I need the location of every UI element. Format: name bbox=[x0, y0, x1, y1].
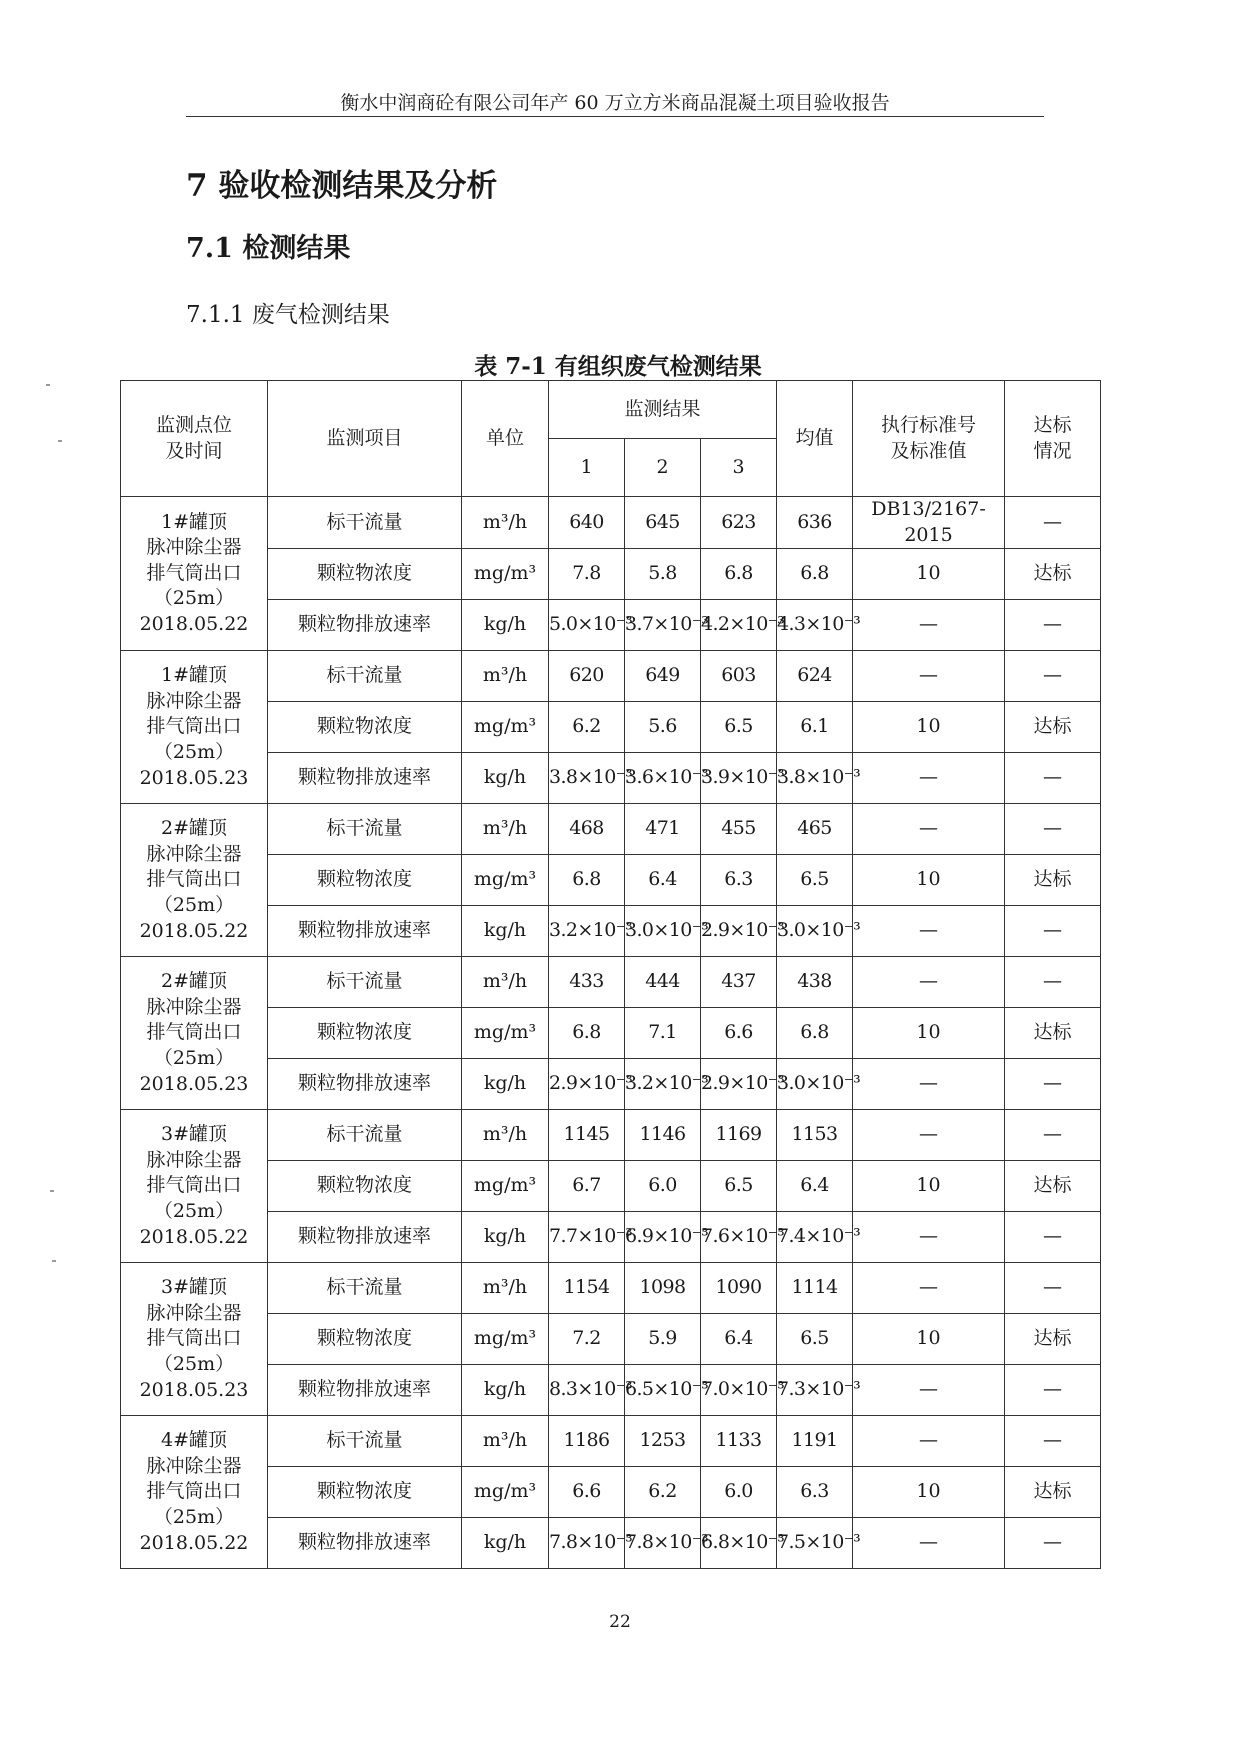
running-header: 衡水中润商砼有限公司年产 60 万立方米商品混凝土项目验收报告 bbox=[340, 92, 890, 114]
run-1-cell: 468 bbox=[549, 804, 625, 855]
header-divider bbox=[186, 116, 1044, 117]
item-cell: 颗粒物浓度 bbox=[268, 702, 462, 753]
run-3-cell: 3.9×10⁻³ bbox=[701, 753, 777, 804]
table-row bbox=[121, 549, 1101, 600]
run-2-cell: 7.8×10⁻³ bbox=[625, 1518, 701, 1569]
unit-cell: kg/h bbox=[462, 906, 549, 957]
table-row bbox=[121, 1416, 1101, 1467]
run-2-cell: 1253 bbox=[625, 1416, 701, 1467]
standard-cell: — bbox=[853, 1365, 1005, 1416]
unit-cell: kg/h bbox=[462, 1365, 549, 1416]
page-number: 22 bbox=[609, 1612, 631, 1632]
scan-speck bbox=[52, 1260, 56, 1262]
mean-cell: 3.0×10⁻³ bbox=[777, 1059, 853, 1110]
table-row bbox=[121, 651, 1101, 702]
standard-cell: 10 bbox=[853, 702, 1005, 753]
item-cell: 颗粒物排放速率 bbox=[268, 600, 462, 651]
run-3-cell: 6.6 bbox=[701, 1008, 777, 1059]
header-results: 监测结果 bbox=[549, 381, 777, 439]
run-2-cell: 3.2×10⁻³ bbox=[625, 1059, 701, 1110]
run-2-cell: 3.0×10⁻³ bbox=[625, 906, 701, 957]
run-1-cell: 3.8×10⁻³ bbox=[549, 753, 625, 804]
run-3-cell: 437 bbox=[701, 957, 777, 1008]
run-1-cell: 1186 bbox=[549, 1416, 625, 1467]
run-2-cell: 3.6×10⁻³ bbox=[625, 753, 701, 804]
run-3-cell: 6.8×10⁻³ bbox=[701, 1518, 777, 1569]
run-1-cell: 1154 bbox=[549, 1263, 625, 1314]
unit-cell: kg/h bbox=[462, 1059, 549, 1110]
compliance-cell: 达标 bbox=[1005, 1314, 1101, 1365]
location-cell: 3#罐顶 脉冲除尘器 排气筒出口 （25m） 2018.05.22 bbox=[121, 1110, 268, 1263]
run-2-cell: 645 bbox=[625, 497, 701, 549]
unit-cell: mg/m³ bbox=[462, 1008, 549, 1059]
header-standard: 执行标准号 及标准值 bbox=[853, 381, 1005, 497]
compliance-cell: — bbox=[1005, 1365, 1101, 1416]
run-1-cell: 8.3×10⁻³ bbox=[549, 1365, 625, 1416]
item-cell: 颗粒物浓度 bbox=[268, 549, 462, 600]
run-1-cell: 7.2 bbox=[549, 1314, 625, 1365]
compliance-cell: — bbox=[1005, 1059, 1101, 1110]
unit-cell: m³/h bbox=[462, 651, 549, 702]
standard-cell: — bbox=[853, 1518, 1005, 1569]
run-3-cell: 6.5 bbox=[701, 1161, 777, 1212]
table-row bbox=[121, 1518, 1101, 1569]
mean-cell: 624 bbox=[777, 651, 853, 702]
run-3-cell: 4.2×10⁻³ bbox=[701, 600, 777, 651]
mean-cell: 636 bbox=[777, 497, 853, 549]
table-row bbox=[121, 957, 1101, 1008]
run-2-cell: 1146 bbox=[625, 1110, 701, 1161]
run-1-cell: 6.6 bbox=[549, 1467, 625, 1518]
item-cell: 颗粒物排放速率 bbox=[268, 1518, 462, 1569]
standard-cell: 10 bbox=[853, 1314, 1005, 1365]
run-2-cell: 6.9×10⁻³ bbox=[625, 1212, 701, 1263]
run-2-cell: 5.9 bbox=[625, 1314, 701, 1365]
run-3-cell: 1169 bbox=[701, 1110, 777, 1161]
header-run-3: 3 bbox=[701, 439, 777, 497]
unit-cell: kg/h bbox=[462, 600, 549, 651]
mean-cell: 7.4×10⁻³ bbox=[777, 1212, 853, 1263]
run-3-cell: 455 bbox=[701, 804, 777, 855]
run-3-cell: 6.3 bbox=[701, 855, 777, 906]
compliance-cell: 达标 bbox=[1005, 549, 1101, 600]
compliance-cell: — bbox=[1005, 1212, 1101, 1263]
run-3-cell: 623 bbox=[701, 497, 777, 549]
run-3-cell: 1133 bbox=[701, 1416, 777, 1467]
unit-cell: m³/h bbox=[462, 497, 549, 549]
item-cell: 颗粒物浓度 bbox=[268, 1467, 462, 1518]
location-cell: 2#罐顶 脉冲除尘器 排气筒出口 （25m） 2018.05.23 bbox=[121, 957, 268, 1110]
run-3-cell: 2.9×10⁻³ bbox=[701, 906, 777, 957]
mean-cell: 465 bbox=[777, 804, 853, 855]
table-row bbox=[121, 1110, 1101, 1161]
standard-cell: 10 bbox=[853, 549, 1005, 600]
unit-cell: kg/h bbox=[462, 753, 549, 804]
table-caption: 表 7-1 有组织废气检测结果 bbox=[474, 353, 762, 380]
table-row bbox=[121, 906, 1101, 957]
table-row bbox=[121, 1263, 1101, 1314]
unit-cell: mg/m³ bbox=[462, 1467, 549, 1518]
item-cell: 颗粒物浓度 bbox=[268, 1008, 462, 1059]
table-row bbox=[121, 1467, 1101, 1518]
compliance-cell: — bbox=[1005, 1263, 1101, 1314]
location-cell: 1#罐顶 脉冲除尘器 排气筒出口 （25m） 2018.05.22 bbox=[121, 497, 268, 651]
run-2-cell: 5.6 bbox=[625, 702, 701, 753]
run-1-cell: 640 bbox=[549, 497, 625, 549]
run-1-cell: 6.8 bbox=[549, 1008, 625, 1059]
run-1-cell: 6.7 bbox=[549, 1161, 625, 1212]
run-3-cell: 6.5 bbox=[701, 702, 777, 753]
run-2-cell: 6.2 bbox=[625, 1467, 701, 1518]
item-cell: 颗粒物浓度 bbox=[268, 855, 462, 906]
compliance-cell: 达标 bbox=[1005, 1161, 1101, 1212]
table-row bbox=[121, 1365, 1101, 1416]
compliance-cell: 达标 bbox=[1005, 1467, 1101, 1518]
compliance-cell: — bbox=[1005, 600, 1101, 651]
standard-cell: — bbox=[853, 1416, 1005, 1467]
header-mean: 均值 bbox=[777, 381, 853, 497]
header-run-2: 2 bbox=[625, 439, 701, 497]
header-item: 监测项目 bbox=[268, 381, 462, 497]
standard-cell: — bbox=[853, 957, 1005, 1008]
run-3-cell: 6.0 bbox=[701, 1467, 777, 1518]
table-row bbox=[121, 804, 1101, 855]
header-location: 监测点位 及时间 bbox=[121, 381, 268, 497]
compliance-cell: — bbox=[1005, 906, 1101, 957]
unit-cell: mg/m³ bbox=[462, 1161, 549, 1212]
run-3-cell: 1090 bbox=[701, 1263, 777, 1314]
mean-cell: 438 bbox=[777, 957, 853, 1008]
unit-cell: m³/h bbox=[462, 1110, 549, 1161]
item-cell: 颗粒物排放速率 bbox=[268, 753, 462, 804]
location-cell: 3#罐顶 脉冲除尘器 排气筒出口 （25m） 2018.05.23 bbox=[121, 1263, 268, 1416]
standard-cell: 10 bbox=[853, 1161, 1005, 1212]
table-row bbox=[121, 1212, 1101, 1263]
compliance-cell: 达标 bbox=[1005, 702, 1101, 753]
item-cell: 标干流量 bbox=[268, 1416, 462, 1467]
table-row bbox=[121, 1314, 1101, 1365]
unit-cell: kg/h bbox=[462, 1212, 549, 1263]
standard-cell: — bbox=[853, 1263, 1005, 1314]
standard-cell: — bbox=[853, 1110, 1005, 1161]
run-1-cell: 7.8×10⁻³ bbox=[549, 1518, 625, 1569]
header-compliance: 达标 情况 bbox=[1005, 381, 1101, 497]
compliance-cell: — bbox=[1005, 651, 1101, 702]
subsection-heading: 7.1.1 废气检测结果 bbox=[186, 302, 390, 328]
standard-cell: — bbox=[853, 1212, 1005, 1263]
item-cell: 颗粒物排放速率 bbox=[268, 1059, 462, 1110]
table-row bbox=[121, 600, 1101, 651]
compliance-cell: — bbox=[1005, 1416, 1101, 1467]
mean-cell: 7.5×10⁻³ bbox=[777, 1518, 853, 1569]
location-cell: 4#罐顶 脉冲除尘器 排气筒出口 （25m） 2018.05.22 bbox=[121, 1416, 268, 1569]
item-cell: 颗粒物排放速率 bbox=[268, 906, 462, 957]
unit-cell: mg/m³ bbox=[462, 1314, 549, 1365]
scan-speck bbox=[46, 384, 50, 386]
mean-cell: 3.8×10⁻³ bbox=[777, 753, 853, 804]
unit-cell: m³/h bbox=[462, 957, 549, 1008]
mean-cell: 7.3×10⁻³ bbox=[777, 1365, 853, 1416]
standard-cell: — bbox=[853, 804, 1005, 855]
run-2-cell: 649 bbox=[625, 651, 701, 702]
run-1-cell: 7.8 bbox=[549, 549, 625, 600]
unit-cell: m³/h bbox=[462, 1416, 549, 1467]
unit-cell: mg/m³ bbox=[462, 549, 549, 600]
run-2-cell: 3.7×10⁻³ bbox=[625, 600, 701, 651]
mean-cell: 6.8 bbox=[777, 1008, 853, 1059]
run-1-cell: 5.0×10⁻³ bbox=[549, 600, 625, 651]
run-3-cell: 7.0×10⁻³ bbox=[701, 1365, 777, 1416]
standard-cell: 10 bbox=[853, 1008, 1005, 1059]
standard-cell: — bbox=[853, 651, 1005, 702]
mean-cell: 6.1 bbox=[777, 702, 853, 753]
emission-results-table bbox=[120, 380, 1101, 1569]
unit-cell: m³/h bbox=[462, 1263, 549, 1314]
run-3-cell: 7.6×10⁻³ bbox=[701, 1212, 777, 1263]
item-cell: 颗粒物浓度 bbox=[268, 1161, 462, 1212]
mean-cell: 1153 bbox=[777, 1110, 853, 1161]
item-cell: 标干流量 bbox=[268, 1263, 462, 1314]
run-2-cell: 7.1 bbox=[625, 1008, 701, 1059]
header-run-1: 1 bbox=[549, 439, 625, 497]
run-2-cell: 6.0 bbox=[625, 1161, 701, 1212]
table-row bbox=[121, 702, 1101, 753]
run-3-cell: 603 bbox=[701, 651, 777, 702]
mean-cell: 1191 bbox=[777, 1416, 853, 1467]
run-3-cell: 6.8 bbox=[701, 549, 777, 600]
run-2-cell: 5.8 bbox=[625, 549, 701, 600]
table-row bbox=[121, 1059, 1101, 1110]
run-2-cell: 444 bbox=[625, 957, 701, 1008]
item-cell: 标干流量 bbox=[268, 1110, 462, 1161]
standard-cell: — bbox=[853, 1059, 1005, 1110]
run-2-cell: 6.4 bbox=[625, 855, 701, 906]
unit-cell: mg/m³ bbox=[462, 855, 549, 906]
run-1-cell: 1145 bbox=[549, 1110, 625, 1161]
scan-speck bbox=[50, 1190, 54, 1192]
run-3-cell: 2.9×10⁻³ bbox=[701, 1059, 777, 1110]
compliance-cell: 达标 bbox=[1005, 1008, 1101, 1059]
standard-cell: 10 bbox=[853, 855, 1005, 906]
run-1-cell: 6.8 bbox=[549, 855, 625, 906]
item-cell: 标干流量 bbox=[268, 651, 462, 702]
compliance-cell: — bbox=[1005, 753, 1101, 804]
compliance-cell: 达标 bbox=[1005, 855, 1101, 906]
run-2-cell: 1098 bbox=[625, 1263, 701, 1314]
run-1-cell: 433 bbox=[549, 957, 625, 1008]
scan-speck bbox=[58, 440, 62, 442]
item-cell: 标干流量 bbox=[268, 957, 462, 1008]
standard-cell: DB13/2167-2015 bbox=[853, 497, 1005, 549]
standard-cell: — bbox=[853, 753, 1005, 804]
chapter-heading: 7 验收检测结果及分析 bbox=[186, 168, 498, 204]
compliance-cell: — bbox=[1005, 1518, 1101, 1569]
header-unit: 单位 bbox=[462, 381, 549, 497]
standard-cell: — bbox=[853, 600, 1005, 651]
standard-cell: 10 bbox=[853, 1467, 1005, 1518]
unit-cell: m³/h bbox=[462, 804, 549, 855]
mean-cell: 1114 bbox=[777, 1263, 853, 1314]
mean-cell: 6.5 bbox=[777, 855, 853, 906]
table-row bbox=[121, 1161, 1101, 1212]
mean-cell: 6.5 bbox=[777, 1314, 853, 1365]
section-heading: 7.1 检测结果 bbox=[186, 233, 351, 264]
run-3-cell: 6.4 bbox=[701, 1314, 777, 1365]
table-body bbox=[121, 497, 1101, 1569]
unit-cell: kg/h bbox=[462, 1518, 549, 1569]
standard-cell: — bbox=[853, 906, 1005, 957]
mean-cell: 6.8 bbox=[777, 549, 853, 600]
run-1-cell: 7.7×10⁻³ bbox=[549, 1212, 625, 1263]
location-cell: 1#罐顶 脉冲除尘器 排气筒出口 （25m） 2018.05.23 bbox=[121, 651, 268, 804]
compliance-cell: — bbox=[1005, 957, 1101, 1008]
item-cell: 标干流量 bbox=[268, 804, 462, 855]
item-cell: 颗粒物排放速率 bbox=[268, 1365, 462, 1416]
compliance-cell: — bbox=[1005, 804, 1101, 855]
table-row bbox=[121, 753, 1101, 804]
table-row bbox=[121, 1008, 1101, 1059]
table-row bbox=[121, 855, 1101, 906]
item-cell: 标干流量 bbox=[268, 497, 462, 549]
run-2-cell: 6.5×10⁻³ bbox=[625, 1365, 701, 1416]
mean-cell: 6.4 bbox=[777, 1161, 853, 1212]
table-row bbox=[121, 497, 1101, 549]
run-1-cell: 6.2 bbox=[549, 702, 625, 753]
compliance-cell: — bbox=[1005, 497, 1101, 549]
run-2-cell: 471 bbox=[625, 804, 701, 855]
mean-cell: 6.3 bbox=[777, 1467, 853, 1518]
location-cell: 2#罐顶 脉冲除尘器 排气筒出口 （25m） 2018.05.22 bbox=[121, 804, 268, 957]
unit-cell: mg/m³ bbox=[462, 702, 549, 753]
run-1-cell: 3.2×10⁻³ bbox=[549, 906, 625, 957]
compliance-cell: — bbox=[1005, 1110, 1101, 1161]
mean-cell: 3.0×10⁻³ bbox=[777, 906, 853, 957]
mean-cell: 4.3×10⁻³ bbox=[777, 600, 853, 651]
item-cell: 颗粒物浓度 bbox=[268, 1314, 462, 1365]
item-cell: 颗粒物排放速率 bbox=[268, 1212, 462, 1263]
run-1-cell: 2.9×10⁻³ bbox=[549, 1059, 625, 1110]
run-1-cell: 620 bbox=[549, 651, 625, 702]
